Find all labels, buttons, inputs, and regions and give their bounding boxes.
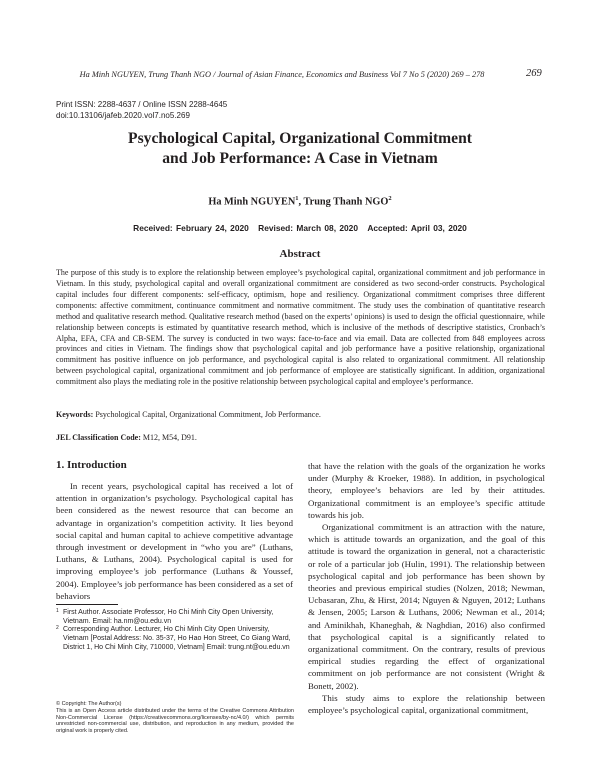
- jel-text: M12, M54, D91.: [142, 433, 197, 442]
- keywords-text: Psychological Capital, Organizational Commitment, Job Performance.: [95, 410, 321, 419]
- accepted-date: Accepted: April 03, 2020: [367, 223, 467, 233]
- title-line-1: Psychological Capital, Organizational Commitment: [128, 130, 472, 147]
- footnote-2-text: Corresponding Author. Lecturer, Ho Chi Minh City Open University, Vietnam [Postal Address: No. 35-37, Ho Hao Hon Street, Co Giang Ward, District 1, Ho Chi Minh City, 710000, Vietnam] Email: trung.nt@ou.edu.vn: [63, 626, 291, 651]
- footnote-2: [56, 626, 294, 652]
- author-2: Trung Thanh NGO: [303, 196, 389, 208]
- footnote-1-text: First Author. Associate Professor, Ho Chi Minh City Open University, Vietnam. Email: ha.nm@ou.edu.vn: [63, 609, 274, 625]
- footnote-divider: [56, 604, 118, 605]
- issn-line: Print ISSN: 2288-4637 / Online ISSN 2288-4645: [56, 100, 228, 109]
- copyright-line: © Copyright: The Author(s): [56, 701, 122, 707]
- author-1-mark: 1: [295, 195, 299, 202]
- intro-paragraph-4: This study aims to explore the relationship between employee’s psychological capital, organizational commitment,: [308, 692, 545, 716]
- license-text: This is an Open Access article distributed under the terms of the Creative Commons Attribution Non-Commercial License (https://creativecommons.org/licenses/by-nc/4.0/) which permits unrestricted non-commercial use, distribution, and reproduction in any medium, provided the original work is properly cited.: [56, 707, 294, 735]
- footnote-2-mark: 2: [56, 625, 59, 632]
- revised-date: Revised: March 08, 2020: [258, 223, 358, 233]
- keywords-label: Keywords:: [56, 410, 94, 419]
- article-dates: [60, 223, 540, 233]
- keywords: [56, 409, 545, 420]
- left-column-body: [56, 480, 293, 602]
- received-date: Received: February 24, 2020: [133, 223, 249, 233]
- intro-paragraph-3: Organizational commitment is an attraction with the nature, which is attitude towards an organization, and the goal of this attitude is toward the organization in general, not a characteristic or role of a particular job (Hulin, 1991). The relationship between psychological capital and job performance has been shown by theories and previous empirical studies (Nolzen, 2018; Newman, Ucbasaran, Zhu, & Hirst, 2014; Nguyen & Nguyen, 2012; Luthans & Jensen, 2005; Larson & Luthans, 2006; Newman et al., 2014; and Aminikhah, Khaneghah, & Naghdian, 2016) also confirmed that psychological capital is a significantly related to organizational commitment. On the contrary, results of previous empirical studies regarding the effect of organizational commitment on job performance are not consistent (Wright & Bonett, 2002).: [308, 522, 545, 691]
- title-line-2: and Job Performance: A Case in Vietnam: [162, 150, 438, 167]
- jel-label: JEL Classification Code:: [56, 433, 141, 442]
- issn-doi-block: [56, 99, 227, 121]
- copyright-notice: [56, 701, 294, 735]
- article-title: [60, 129, 540, 169]
- intro-paragraph-2: that have the relation with the goals of the organization he works under (Murphy & Kroeker, 1988). In addition, in psychological theory, employee’s behaviors are led by their attitudes. Organizational commitment is an employee’s specific attitude towards his job.: [308, 461, 545, 520]
- running-head: Ha Minh NGUYEN, Trung Thanh NGO / Journal of Asian Finance, Economics and Business Vol 7 No 5 (2020) 269 – 278: [79, 70, 485, 79]
- intro-paragraph-1: In recent years, psychological capital has received a lot of attention in organization’s psychology. Psychological capital has been considered as the newest resource that can become an advantage in organization’s competition activity. It lies beyond social capital and human capital to achieve competitive advantage through investment or development in “who you are” (Luthans, Luthans, & Luthans, 2004). Psychological capital is used for improving employee’s job performance (Luthans & Youssef, 2004). Employee’s job performance has been considered as a set of behaviors: [56, 481, 293, 601]
- author-list: [60, 195, 540, 207]
- footnote-1: [56, 609, 294, 626]
- jel-codes: [56, 432, 545, 443]
- footnote-1-mark: 1: [56, 608, 59, 614]
- footnotes: [56, 609, 294, 653]
- section-heading-introduction: 1. Introduction: [56, 459, 127, 471]
- abstract-text: The purpose of this study is to explore the relationship between employee’s psychological capital, organizational commitment and job performance in Vietnam. In this study, psychological capital and overall organizational commitment are considered as two second-order constructs. Psychological capital includes four different components: self-efficacy, optimism, hope and resiliency. Organizational commitment comprises three different components: affective commitment, continuance commitment and normative commitment. The study uses the combination of quantitative research method and qualitative research method. Qualitative research method (based on the experts’ opinions) is used to design the official questionnaire, while relationship between concepts is estimated by quantitative research method, which is inclusive of the methods of descriptive statistics, Cronbach’s Alpha, EFA, CFA and CB-SEM. The survey is conducted in two ways: face-to-face and via email. Data are collected from 848 employees across provinces and cities in Vietnam. The findings show that psychological capital and job performance have a positive relationship, organizational commitment has positive influence on job performance, and psychological capital is also related to organizational commitment. All relationship between psychological capital, organizational commitment and job performance of employee are statistically significant. In addition, organizational commitment also plays the mediating role in the positive relationship between psychological capital and employee’s performance.: [56, 268, 545, 387]
- abstract-heading: Abstract: [279, 248, 321, 260]
- author-2-mark: 2: [388, 195, 392, 202]
- page-number: 269: [526, 68, 542, 79]
- doi-line[interactable]: doi:10.13106/jafeb.2020.vol7.no5.269: [56, 111, 190, 120]
- author-1: Ha Minh NGUYEN: [208, 196, 296, 208]
- author-separator: ,: [298, 196, 304, 208]
- right-column-body: [308, 460, 545, 716]
